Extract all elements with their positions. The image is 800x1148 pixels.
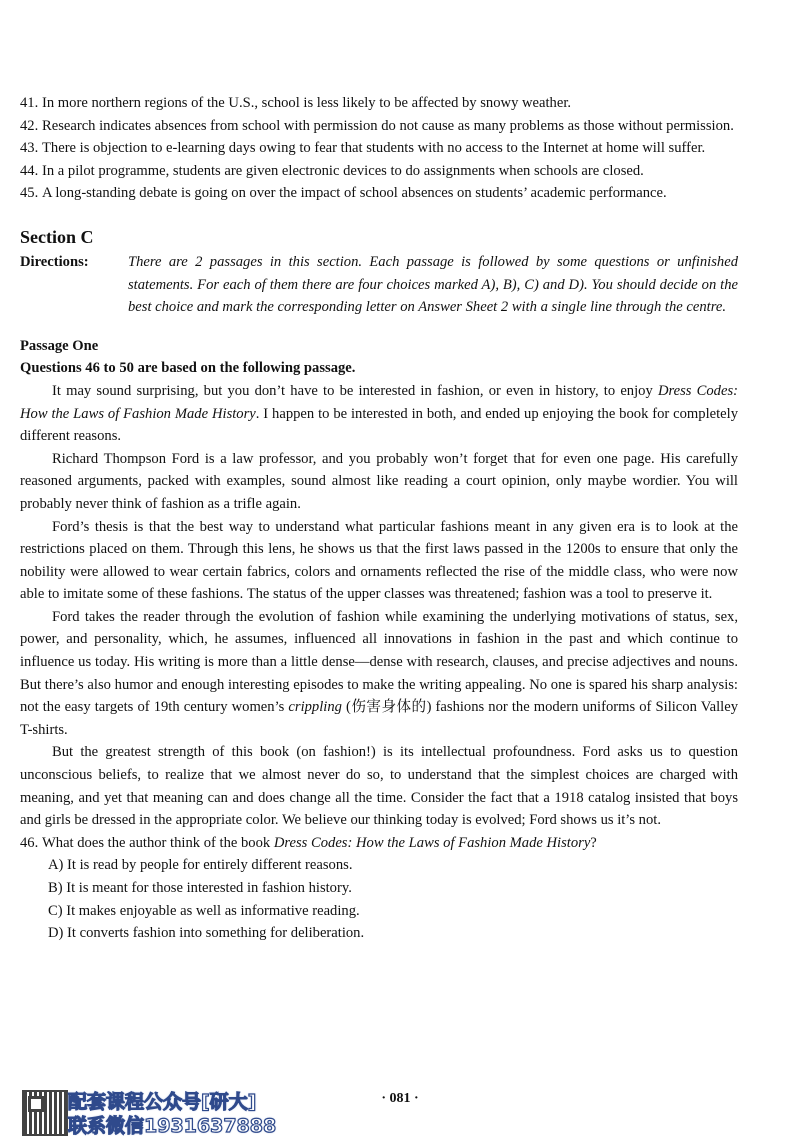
section-title: Section C xyxy=(20,226,94,247)
question-text: Research indicates absences from school with permission do not cause as many problems as those without permission. xyxy=(42,117,734,134)
passage-paragraph-3: Ford’s thesis is that the best way to understand what particular fashions meant in any given era is to look at the restrictions placed on them. Through this lens, he shows us that the first laws passed in the 1200s to ensure that only the nobility were allowed to wear certain fabrics, colors and ornaments reflected the rise of the middle class, who were now able to imitate some of these fashions. The status of the upper classes was threatened; fashion was a tool to preserve it. xyxy=(20,518,738,603)
directions xyxy=(20,251,738,319)
question-number: 42. xyxy=(20,117,39,134)
question-text: In a pilot programme, students are given electronic devices to do assignments when schools are closed. xyxy=(42,162,644,179)
question-text: A long-standing debate is going on over the impact of school absences on students’ academic performance. xyxy=(42,185,667,202)
answer-options xyxy=(20,854,738,944)
option-b: B) It is meant for those interested in fashion history. xyxy=(48,880,352,896)
question-45 xyxy=(20,182,738,205)
footer-watermark xyxy=(22,1090,322,1140)
question-list-41-45 xyxy=(20,92,738,205)
passage-paragraph-2: Richard Thompson Ford is a law professor, and you probably won’t forget that for even one page. His carefully reasoned arguments, packed with examples, sound almost like reading a court opinion, only maybe wordier. You will probably never think of fashion as a trifle again. xyxy=(20,450,738,512)
option-c: C) It makes enjoyable as well as informative reading. xyxy=(48,902,360,919)
question-41 xyxy=(20,92,738,115)
book-title: Dress Codes: How the Laws of Fashion Made History xyxy=(273,834,591,851)
watermark-banner-line-1: 配套课程公众号[研大] xyxy=(68,1091,257,1113)
paragraph-text: fashions nor the modern uniforms of Silicon Valley T-shirts. xyxy=(20,699,738,738)
paragraph-text: It may sound surprising, but you don’t have to be interested in fashion, or even in history, to enjoy xyxy=(52,382,658,399)
paragraph-text: . I happen to be interested in both, and ended up enjoying the book for completely different reasons. xyxy=(20,405,738,445)
question-stem-end: ? xyxy=(590,834,597,851)
passage-paragraph-1 xyxy=(20,380,738,448)
paragraph-text: Ford takes the reader through the evolution of fashion while examining the underlying motivations of status, sex, power, and personality, which, he assumes, influenced all innovations in fashion in the past and which continue to influence us today. His writing is more than a little dense—dense with research, clauses, and precise adjectives and nouns. But there’s also humor and enough interesting episodes to make the writing appealing. No one is spared his sharp analysis: not the easy targets of 19th century women’s xyxy=(20,608,738,716)
question-number: 44. xyxy=(20,162,39,179)
page-number: · 081 · xyxy=(381,1091,419,1106)
passage-subtitle: Questions 46 to 50 are based on the following passage. xyxy=(20,360,356,377)
directions-label: Directions: xyxy=(20,253,89,270)
page-content xyxy=(20,92,738,945)
glossed-word: crippling xyxy=(288,699,342,716)
directions-text: There are 2 passages in this section. Each passage is followed by some questions or unfinished statements. For each of them there are four choices marked A), B), C) and D). You should decide on the best choice and mark the corresponding letter on Answer Sheet 2 with a single line through the centre. xyxy=(128,253,738,316)
chinese-gloss: (伤害身体的) xyxy=(341,699,432,716)
option-d: D) It converts fashion into something for deliberation. xyxy=(48,925,365,942)
question-text: In more northern regions of the U.S., school is less likely to be affected by snowy weather. xyxy=(42,95,572,111)
question-number: 46. xyxy=(20,834,39,851)
option-a: A) It is read by people for entirely different reasons. xyxy=(48,857,353,874)
question-stem: What does the author think of the book xyxy=(42,834,274,851)
question-44 xyxy=(20,160,738,183)
watermark-banner-line-2: 联系微信1931637888 xyxy=(68,1115,277,1137)
question-42 xyxy=(20,115,738,138)
passage-paragraph-4 xyxy=(20,606,738,742)
question-43 xyxy=(20,137,738,160)
question-number: 45. xyxy=(20,185,39,202)
passage-paragraph-5: But the greatest strength of this book (on fashion!) is its intellectual profoundness. Ford asks us to question unconscious beliefs, to realize that we almost never do so, to understand that the simplest choices are charged with meaning, and yet that meaning can and does change all the time. Consider the fact that a 1918 catalog insisted that boys and girls be dressed in the appropriate color. We believe our thinking today is evolved; Ford shows us it’s not. xyxy=(20,744,738,829)
qr-code-icon xyxy=(22,1090,68,1136)
passage-title: Passage One xyxy=(20,337,99,354)
book-title: Dress Codes: How the Laws of Fashion Made History xyxy=(20,382,738,422)
question-number: 43. xyxy=(20,140,39,157)
question-46 xyxy=(20,832,738,855)
question-text: There is objection to e-learning days owing to fear that students with no access to the Internet at home will suffer. xyxy=(42,140,706,157)
question-number: 41. xyxy=(20,95,39,111)
